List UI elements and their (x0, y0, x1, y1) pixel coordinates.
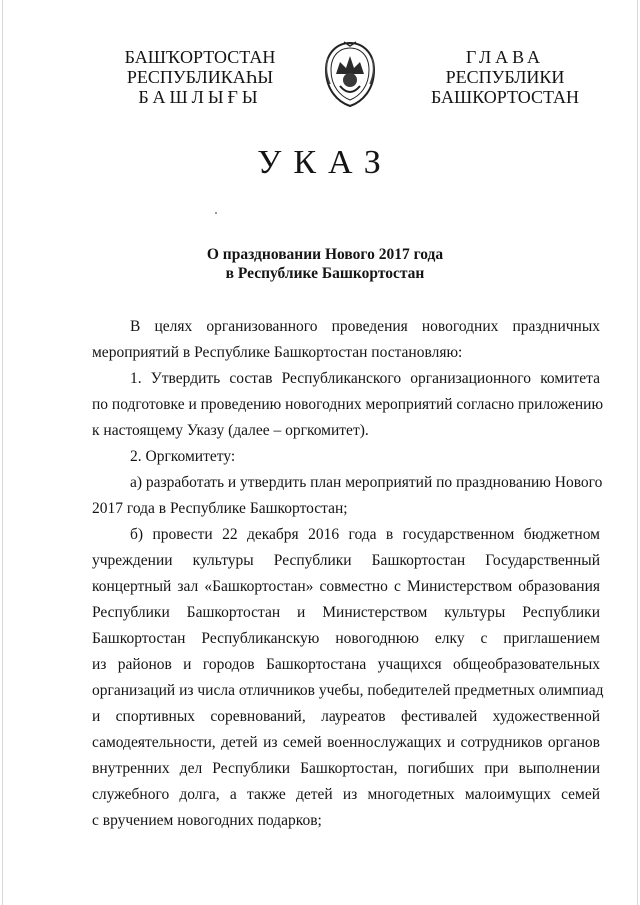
decree-body (92, 314, 604, 834)
body-line: 1. Утвердить состав Республиканского организационного комитета (130, 370, 600, 387)
header-left-line: РЕСПУБЛИКАҺЫ (126, 67, 274, 87)
header-left-line: БАШЛЫҒЫ (138, 87, 262, 107)
body-line: самодеятельности, детей из семей военнослужащих и сотрудников органов (92, 734, 600, 751)
body-line: 2. Оргкомитету: (130, 448, 236, 465)
body-line: Башкортостан Республиканскую новогоднюю елку с приглашением (92, 630, 600, 647)
header-right-line: БАШКОРТОСТАН (430, 87, 580, 107)
body-line: по подготовке и проведению новогодних мероприятий согласно приложению (92, 396, 604, 413)
subject-line: О праздновании Нового 2017 года (206, 246, 444, 263)
header-right-line: ГЛАВА (465, 47, 545, 67)
body-line: и спортивных соревнований, лауреатов фестивалей художественной (92, 708, 600, 725)
scan-edge-left (2, 0, 3, 905)
header-bashkir (100, 47, 300, 107)
decree-subject (0, 245, 640, 283)
body-line: организаций из числа отличников учебы, победителей предметных олимпиад (92, 682, 604, 699)
header-right-line: РЕСПУБЛИКИ (445, 67, 565, 87)
body-line: из районов и городов Башкортостана учащихся общеобразовательных (92, 656, 600, 673)
header-russian (400, 47, 610, 107)
body-line: с вручением новогодних подарков; (92, 812, 322, 829)
body-line: служебного долга, а также детей из многодетных малоимущих семей (92, 786, 600, 803)
body-line: учреждении культуры Республики Башкортостан Государственный (92, 552, 600, 569)
body-line: Республики Башкортостан и Министерством культуры Республики (92, 604, 600, 621)
body-line: внутренних дел Республики Башкортостан, погибших при выполнении (92, 760, 600, 777)
coat-of-arms-icon (318, 40, 382, 108)
subject-line: в Республике Башкортостан (225, 265, 425, 282)
body-line: к настоящему Указу (далее – оргкомитет). (92, 422, 369, 439)
body-line: 2017 года в Республике Башкортостан; (92, 500, 348, 517)
header-left-line: БАШҠОРТОСТАН (124, 47, 276, 67)
body-line: концертный зал «Башкортостан» совместно с Министерством образования (92, 578, 600, 595)
scan-speck (215, 212, 217, 214)
body-line: б) провести 22 декабря 2016 года в государственном бюджетном (130, 526, 600, 543)
body-line: В целях организованного проведения новогодних праздничных (130, 318, 600, 335)
document-type-title: УКАЗ (257, 144, 393, 181)
scan-edge-right (637, 0, 638, 905)
body-line: а) разработать и утвердить план мероприятий по празднованию Нового (130, 474, 603, 491)
body-line: мероприятий в Республике Башкортостан постановляю: (92, 344, 463, 361)
